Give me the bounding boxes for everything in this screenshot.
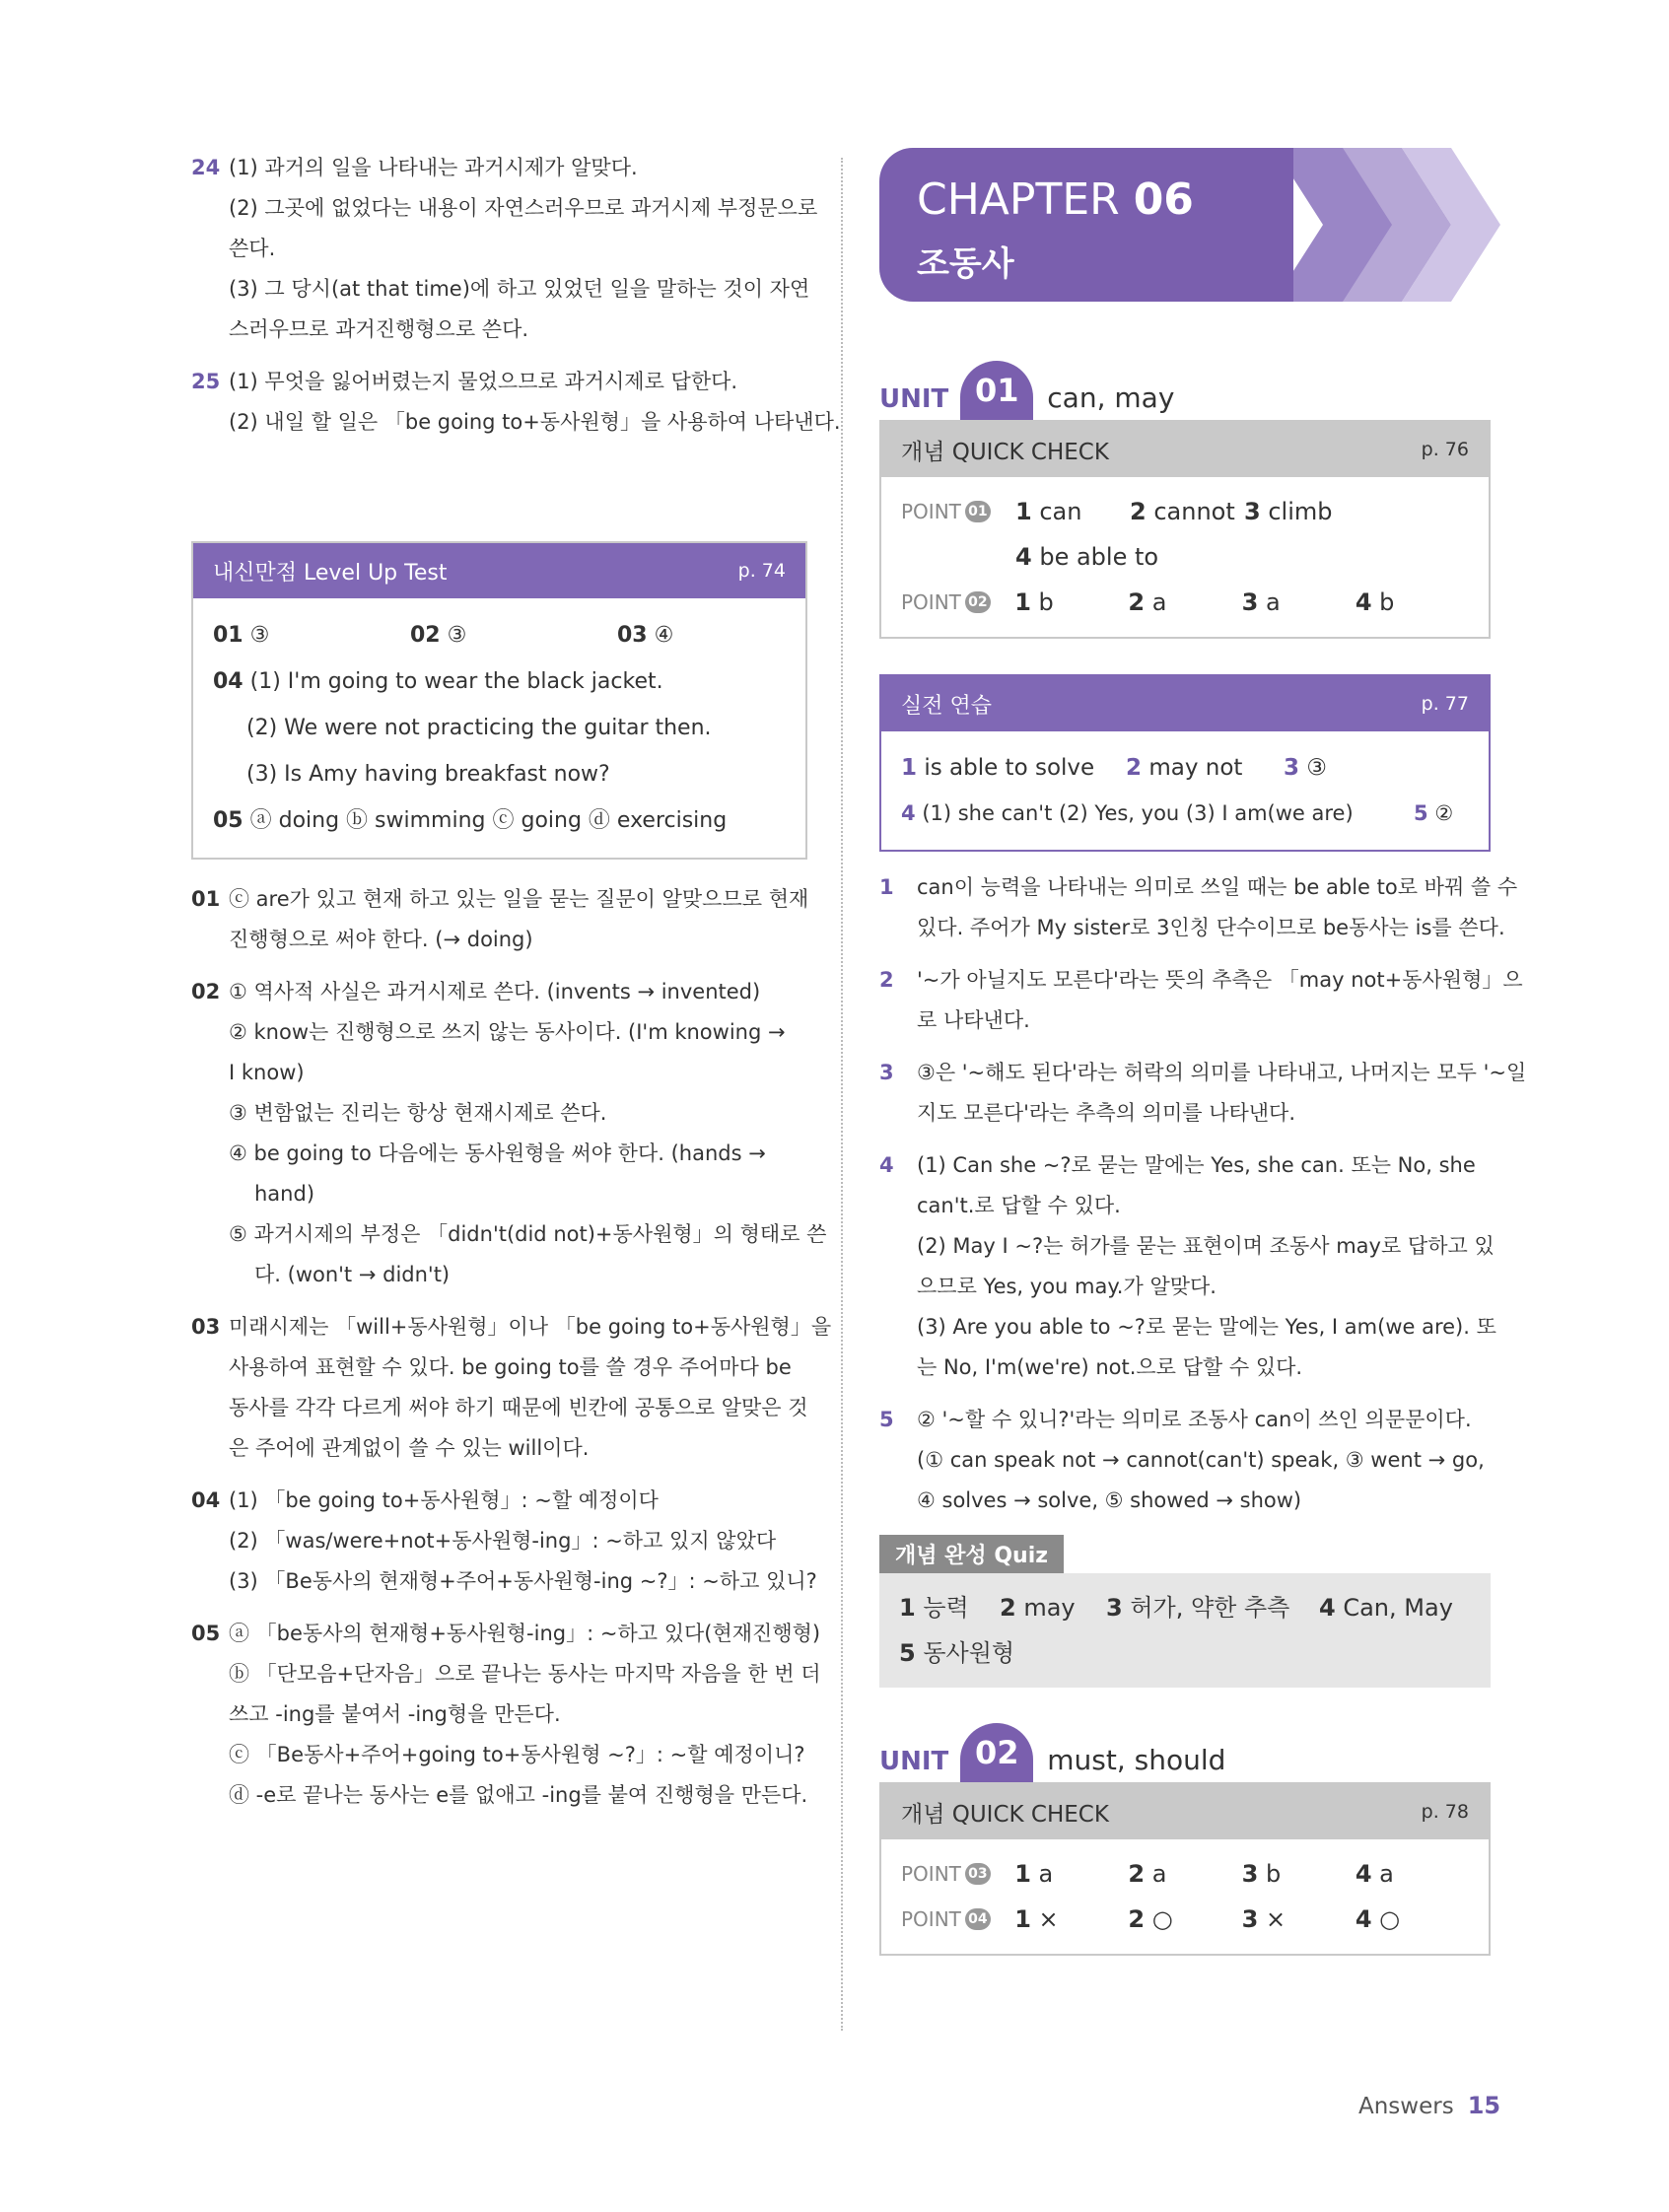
text: 04 xyxy=(965,1908,991,1930)
text: must, should xyxy=(1047,1744,1226,1776)
text: cannot xyxy=(1153,498,1235,525)
text: can이 능력을 나타내는 의미로 쓰일 때는 be able to로 바꿔 쓸 수 xyxy=(917,875,1518,899)
text: × xyxy=(1265,1905,1287,1933)
text: may xyxy=(1023,1594,1076,1622)
text: (1) I'm going to wear the black jacket. xyxy=(249,669,663,694)
text: 다. (won't → didn't) xyxy=(254,1263,451,1286)
text: 04 xyxy=(213,669,243,694)
text: 4 xyxy=(1319,1594,1336,1622)
text: 03 xyxy=(191,1315,221,1339)
text: 로 나타낸다. xyxy=(917,1008,1030,1032)
explanation-04 xyxy=(191,1481,817,1602)
text: 사용하여 표현할 수 있다. be going to를 쓸 경우 주어마다 be xyxy=(229,1355,792,1379)
unit-01-heading xyxy=(879,361,1491,420)
text: 2 xyxy=(1128,1860,1146,1888)
text: 06 xyxy=(1133,174,1194,225)
text: ⓒ 「Be동사+주어+going to+동사원형 ~?」: ~할 예정이니? xyxy=(229,1743,805,1766)
text: ② '~할 수 있니?'라는 의미로 조동사 can이 쓰인 의문문이다. xyxy=(917,1408,1472,1431)
text: 은 주어에 관계없이 쓸 수 있는 will이다. xyxy=(229,1436,590,1460)
line: (2) 내일 할 일은 「be going to+동사원형」을 사용하여 나타낸다. xyxy=(229,410,841,434)
text: can't.로 답할 수 있다. xyxy=(917,1194,1121,1217)
text: 개념 완성 Quiz xyxy=(879,1535,1064,1573)
level-up-title: 내신만점 Level Up Test xyxy=(213,560,448,586)
text: 3 xyxy=(879,1061,894,1084)
text: 3 xyxy=(1241,1860,1259,1888)
text: 능력 xyxy=(923,1594,969,1622)
text: 1 xyxy=(899,1594,916,1622)
text: ② xyxy=(1434,801,1454,825)
explanation-1 xyxy=(879,867,1518,948)
level-up-body xyxy=(193,598,805,858)
text: × xyxy=(1038,1905,1059,1933)
text: 01 xyxy=(965,501,991,522)
text: 3 xyxy=(1106,1594,1123,1622)
explanation-5 xyxy=(879,1400,1491,1521)
text: (2) May I ~?는 허가를 묻는 표현이며 조동사 may로 답하고 있 xyxy=(917,1234,1495,1258)
text: 4 xyxy=(901,801,916,825)
text: ⓒ are가 있고 현재 하고 있는 일을 묻는 질문이 알맞으므로 현재 xyxy=(229,887,809,911)
explanation-2 xyxy=(879,960,1523,1041)
text: a xyxy=(1038,1860,1054,1888)
level-up-page: p. 74 xyxy=(737,560,786,582)
text: 05 xyxy=(213,808,243,833)
text: 4 xyxy=(879,1153,894,1177)
text: p. 78 xyxy=(1421,1801,1469,1823)
text: 4 xyxy=(1355,1860,1372,1888)
level-up-header xyxy=(193,543,805,598)
text: POINT xyxy=(901,1907,961,1931)
text: (① can speak not → cannot(can't) speak, ③ went → go, xyxy=(917,1448,1485,1472)
text: UNIT xyxy=(879,1747,949,1776)
answer-24 xyxy=(191,148,818,350)
line: 쓴다. xyxy=(229,237,276,260)
text: 는 No, I'm(we're) not.으로 답할 수 있다. xyxy=(917,1355,1303,1379)
text: ④ solves → solve, ⑤ showed → show) xyxy=(917,1488,1302,1512)
text: 개념 QUICK CHECK xyxy=(901,1801,1109,1828)
text: ④ xyxy=(654,623,674,648)
line: 스러우므로 과거진행형으로 쓴다. xyxy=(229,317,529,341)
point-01-row xyxy=(901,489,1469,534)
text: 01 xyxy=(960,361,1033,420)
text: ② know는 진행형으로 쓰지 않는 동사이다. (I'm knowing → xyxy=(229,1020,786,1044)
text: POINT xyxy=(901,500,961,523)
answer-number: 24 xyxy=(191,156,221,179)
explanations-left xyxy=(191,879,832,1816)
text: 2 xyxy=(1130,498,1147,525)
right-column xyxy=(879,148,1527,1956)
text: 1 xyxy=(1014,1905,1031,1933)
explanation-01 xyxy=(191,879,807,960)
text: b xyxy=(1379,588,1395,616)
left-column xyxy=(191,148,841,1828)
text: 1 xyxy=(901,755,918,781)
answer-03 xyxy=(617,612,673,658)
text: Can, May xyxy=(1343,1594,1453,1622)
text: 5 xyxy=(879,1408,894,1431)
text: 있다. 주어가 My sister로 3인칭 단수이므로 be동사는 is를 쓴다. xyxy=(917,916,1505,939)
text: b xyxy=(1038,588,1054,616)
text: 동사를 각각 다르게 써야 하기 때문에 빈칸에 공통으로 알맞은 것 xyxy=(229,1396,808,1419)
text: 03 xyxy=(617,623,648,648)
answer-25 xyxy=(191,362,841,443)
explanation-4 xyxy=(879,1145,1496,1388)
text: 2 xyxy=(1126,755,1143,781)
text: ⓐ 「be동사의 현재형+동사원형-ing」: ~하고 있다(현재진행형) xyxy=(229,1622,821,1645)
text: 1 xyxy=(879,875,894,899)
text: 3 xyxy=(1284,755,1300,781)
practice-box xyxy=(879,674,1491,852)
text: (1) 「be going to+동사원형」: ~할 예정이다 xyxy=(229,1488,659,1512)
chapter-title xyxy=(917,175,1194,225)
text: ③ xyxy=(447,623,467,648)
text: 03 xyxy=(965,1863,991,1885)
text: a xyxy=(1265,588,1281,616)
text: hand) xyxy=(254,1182,315,1206)
text: 01 xyxy=(191,887,221,911)
line: (1) 과거의 일을 나타내는 과거시제가 알맞다. xyxy=(229,156,638,179)
text: 3 xyxy=(1241,588,1259,616)
text: 02 xyxy=(965,591,991,613)
chevron-arrows-icon xyxy=(1274,148,1510,302)
text: (3) 「Be동사의 현재형+주어+동사원형-ing ~?」: ~하고 있니? xyxy=(229,1569,817,1593)
text: may not xyxy=(1148,755,1243,781)
chapter-banner xyxy=(879,148,1491,306)
text: 미래시제는 「will+동사원형」이나 「be going to+동사원형」을 xyxy=(229,1315,832,1339)
text: p. 76 xyxy=(1421,439,1469,460)
unit-02-heading xyxy=(879,1723,1491,1782)
text: a xyxy=(1151,1860,1167,1888)
text: 04 xyxy=(191,1488,221,1512)
line: (2) 그곳에 없었다는 내용이 자연스러우므로 과거시제 부정문으로 xyxy=(229,196,818,220)
text: POINT xyxy=(901,590,961,614)
text: 1 xyxy=(1015,498,1032,525)
text: can xyxy=(1039,498,1082,525)
text: 허가, 약한 추측 xyxy=(1130,1594,1290,1622)
text: (3) Are you able to ~?로 묻는 말에는 Yes, I am(we are). 또 xyxy=(917,1315,1496,1339)
text: ⓓ -e로 끝나는 동사는 e를 없애고 -ing를 붙여 진행형을 만든다. xyxy=(229,1783,808,1807)
answer-02 xyxy=(410,612,617,658)
text: be able to xyxy=(1039,543,1159,571)
text: ⑤ 과거시제의 부정은 「didn't(did not)+동사원형」의 형태로 쓴 xyxy=(229,1222,827,1246)
concept-quiz xyxy=(879,1535,1491,1688)
text: 3 xyxy=(1244,498,1261,525)
point-04-row xyxy=(901,1897,1469,1942)
text: (1) she can't (2) Yes, you (3) I am(we are) xyxy=(922,801,1354,825)
text: 02 xyxy=(191,980,221,1003)
text: 4 xyxy=(1355,1905,1372,1933)
text: 4 xyxy=(1015,543,1032,571)
text: 4 xyxy=(1355,588,1372,616)
answer-04 xyxy=(213,658,786,705)
text: 실전 연습 xyxy=(901,693,993,719)
explanation-02 xyxy=(191,972,827,1295)
text: 동사원형 xyxy=(923,1639,1015,1667)
page-footer xyxy=(1358,2092,1500,2119)
point-03-row xyxy=(901,1851,1469,1897)
text: 02 xyxy=(410,623,441,648)
text: a xyxy=(1379,1860,1394,1888)
text: 개념 QUICK CHECK xyxy=(901,439,1109,465)
text: ③은 '~해도 된다'라는 허락의 의미를 나타내고, 나머지는 모두 '~일 xyxy=(917,1061,1527,1084)
chapter-subtitle: 조동사 xyxy=(917,244,1014,284)
answer-01 xyxy=(213,612,410,658)
text: 지도 모른다'라는 추측의 의미를 나타낸다. xyxy=(917,1101,1296,1125)
footer-label: Answers xyxy=(1358,2094,1454,2119)
text: a xyxy=(1151,588,1167,616)
text: 1 xyxy=(1014,588,1031,616)
text: ③ 변함없는 진리는 항상 현재시제로 쓴다. xyxy=(229,1101,607,1125)
text: (2) 「was/were+not+동사원형-ing」: ~하고 있지 않았다 xyxy=(229,1529,777,1553)
line: (3) Is Amy having breakfast now? xyxy=(246,762,610,787)
text: ○ xyxy=(1151,1905,1173,1933)
explanation-05 xyxy=(191,1614,821,1816)
explanation-3 xyxy=(879,1053,1527,1134)
text: 3 xyxy=(1241,1905,1259,1933)
text: 쓰고 -ing를 붙여서 -ing형을 만든다. xyxy=(229,1702,561,1726)
quick-check-box-2 xyxy=(879,1782,1491,1956)
column-divider xyxy=(841,158,843,2031)
text: p. 77 xyxy=(1421,693,1469,715)
text: 2 xyxy=(1000,1594,1016,1622)
point-02-row xyxy=(901,580,1469,625)
text: ⓑ 「단모음+단자음」으로 끝나는 동사는 마지막 자음을 한 번 더 xyxy=(229,1662,821,1686)
text: ③ xyxy=(1306,755,1327,781)
text: is able to solve xyxy=(924,755,1095,781)
explanation-03 xyxy=(191,1307,832,1469)
line: (3) 그 당시(at that time)에 하고 있었던 일을 말하는 것이 자연 xyxy=(229,277,810,301)
page-number: 15 xyxy=(1467,2092,1501,2119)
text: 01 xyxy=(213,623,243,648)
text: UNIT xyxy=(879,384,949,414)
text: climb xyxy=(1268,498,1333,525)
text: 2 xyxy=(1128,1905,1146,1933)
text: 05 xyxy=(191,1622,221,1645)
text: ⓐ doing ⓑ swimming ⓒ going ⓓ exercising xyxy=(249,808,728,833)
text: 02 xyxy=(960,1723,1033,1782)
text: I know) xyxy=(229,1061,305,1084)
line: (2) We were not practicing the guitar then. xyxy=(246,716,712,740)
text: 진행형으로 써야 한다. (→ doing) xyxy=(229,928,533,951)
text: (1) Can she ~?로 묻는 말에는 Yes, she can. 또는 No, she xyxy=(917,1153,1476,1177)
explanations-right xyxy=(879,867,1527,1521)
level-up-test-box xyxy=(191,541,807,860)
text: ④ be going to 다음에는 동사원형을 써야 한다. (hands → xyxy=(229,1141,766,1165)
text: '~가 아닐지도 모른다'라는 뜻의 추측은 「may not+동사원형」으 xyxy=(917,968,1523,992)
text: b xyxy=(1265,1860,1282,1888)
line: (1) 무엇을 잃어버렸는지 물었으므로 과거시제로 답한다. xyxy=(229,370,738,393)
text: 5 xyxy=(1414,801,1428,825)
text: 5 xyxy=(899,1639,916,1667)
quick-check-box-1 xyxy=(879,420,1491,639)
text: ○ xyxy=(1379,1905,1401,1933)
answer-05 xyxy=(213,797,786,844)
text: ① 역사적 사실은 과거시제로 쓴다. (invents → invented) xyxy=(229,980,761,1003)
text: 으므로 Yes, you may.가 알맞다. xyxy=(917,1275,1217,1298)
text: POINT xyxy=(901,1862,961,1886)
text: 2 xyxy=(879,968,894,992)
text: 2 xyxy=(1128,588,1146,616)
answer-number: 25 xyxy=(191,370,221,393)
text: CHAPTER xyxy=(917,174,1134,225)
text: 1 xyxy=(1014,1860,1031,1888)
text: can, may xyxy=(1047,381,1175,414)
text: ③ xyxy=(249,623,270,648)
